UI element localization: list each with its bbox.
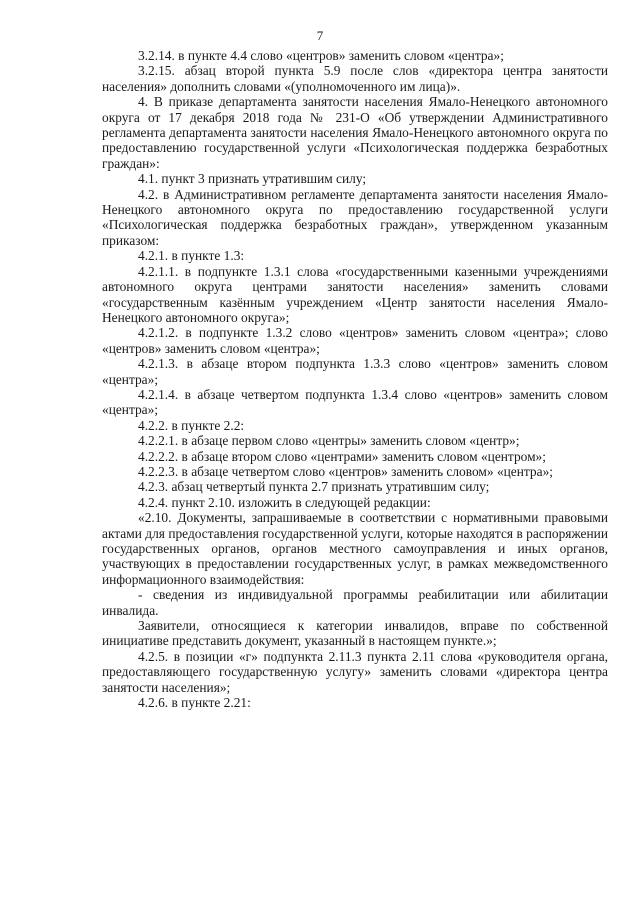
paragraph-4-2-1-1: 4.2.1.1. в подпункте 1.3.1 слова «государственными казенными учреждениями автономного округа центрами занятости населения» заменить словами «государственным казённым учреждением «Центр занятости населения Ямало-Ненецкого автономного округа»;: [102, 263, 608, 325]
paragraph-4-2-2: 4.2.2. в пункте 2.2:: [138, 417, 245, 433]
paragraph-4-2-1: 4.2.1. в пункте 1.3:: [138, 248, 245, 264]
document-body: [102, 48, 608, 710]
paragraph-4-1: 4.1. пункт 3 признать утратившим силу;: [138, 171, 367, 187]
paragraph-4-2-1-2: 4.2.1.2. в подпункте 1.3.2 слово «центров» заменить словом «центра»; слово «центров» заменить словом «центра»;: [102, 325, 608, 356]
page-number: 7: [316, 28, 324, 43]
paragraph-4-2-2-2: 4.2.2.2. в абзаце втором слово «центрами» заменить словом «центром»;: [138, 448, 546, 464]
paragraph-4-2-6: 4.2.6. в пункте 2.21:: [138, 695, 251, 711]
paragraph-4-2: 4.2. в Административном регламенте департамента занятости населения Ямало-Ненецкого автономного округа по предоставлению государственной услуги «Психологическая поддержка безработных граждан», утвержденном указанным приказом:: [102, 186, 608, 248]
paragraph-4-2-1-4: 4.2.1.4. в абзаце четвертом подпункта 1.3.4 слово «центров» заменить словом «центра»;: [102, 386, 608, 418]
paragraph-3-2-14: 3.2.14. в пункте 4.4 слово «центров» заменить словом «центра»;: [138, 48, 504, 63]
paragraph-3-2-15: 3.2.15. абзац второй пункта 5.9 после слов «директора центра занятости населения» дополнить словами «(уполномоченного им лица)».: [102, 63, 608, 94]
paragraph-4-2-3: 4.2.3. абзац четвертый пункта 2.7 признать утратившим силу;: [138, 479, 490, 495]
paragraph-4-2-4: 4.2.4. пункт 2.10. изложить в следующей редакции:: [138, 494, 431, 510]
quoted-paragraph-2-10: «2.10. Документы, запрашиваемые в соответствии с нормативными правовыми актами для предоставления государственной услуги, которые находятся в распоряжении государственных органов, органов местного самоуправления и иных органов, участвующих в предоставлении государственных услуг, в рамках межведомственного информационного взаимодействия:: [102, 510, 608, 587]
paragraph-4-2-2-1: 4.2.2.1. в абзаце первом слово «центры» заменить словом «центр»;: [138, 433, 520, 449]
paragraph-4-2-1-3: 4.2.1.3. в абзаце втором подпункта 1.3.3 слово «центров» заменить словом «центра»;: [102, 356, 608, 387]
quoted-list-item: - сведения из индивидуальной программы реабилитации или абилитации инвалида.: [102, 587, 608, 618]
quoted-paragraph-applicants: Заявители, относящиеся к категории инвалидов, вправе по собственной инициативе представить документ, указанный в настоящем пункте.»;: [102, 618, 608, 649]
paragraph-4-2-2-3: 4.2.2.3. в абзаце четвертом слово «центров» заменить словом» «центра»;: [138, 463, 553, 479]
paragraph-4-2-5: 4.2.5. в позиции «г» подпункта 2.11.3 пункта 2.11 слова «руководителя органа, предоставляющего государственную услугу» заменить словами «директора центра занятости населения»;: [102, 648, 608, 695]
paragraph-4: 4. В приказе департамента занятости населения Ямало-Ненецкого автономного округа от 17 декабря 2018 года № 231-О «Об утверждении Административного регламента департамента занятости населения Ямало-Ненецкого автономного округа по предоставлению государственной услуги «Психологическая поддержка безработных граждан»:: [102, 94, 608, 171]
